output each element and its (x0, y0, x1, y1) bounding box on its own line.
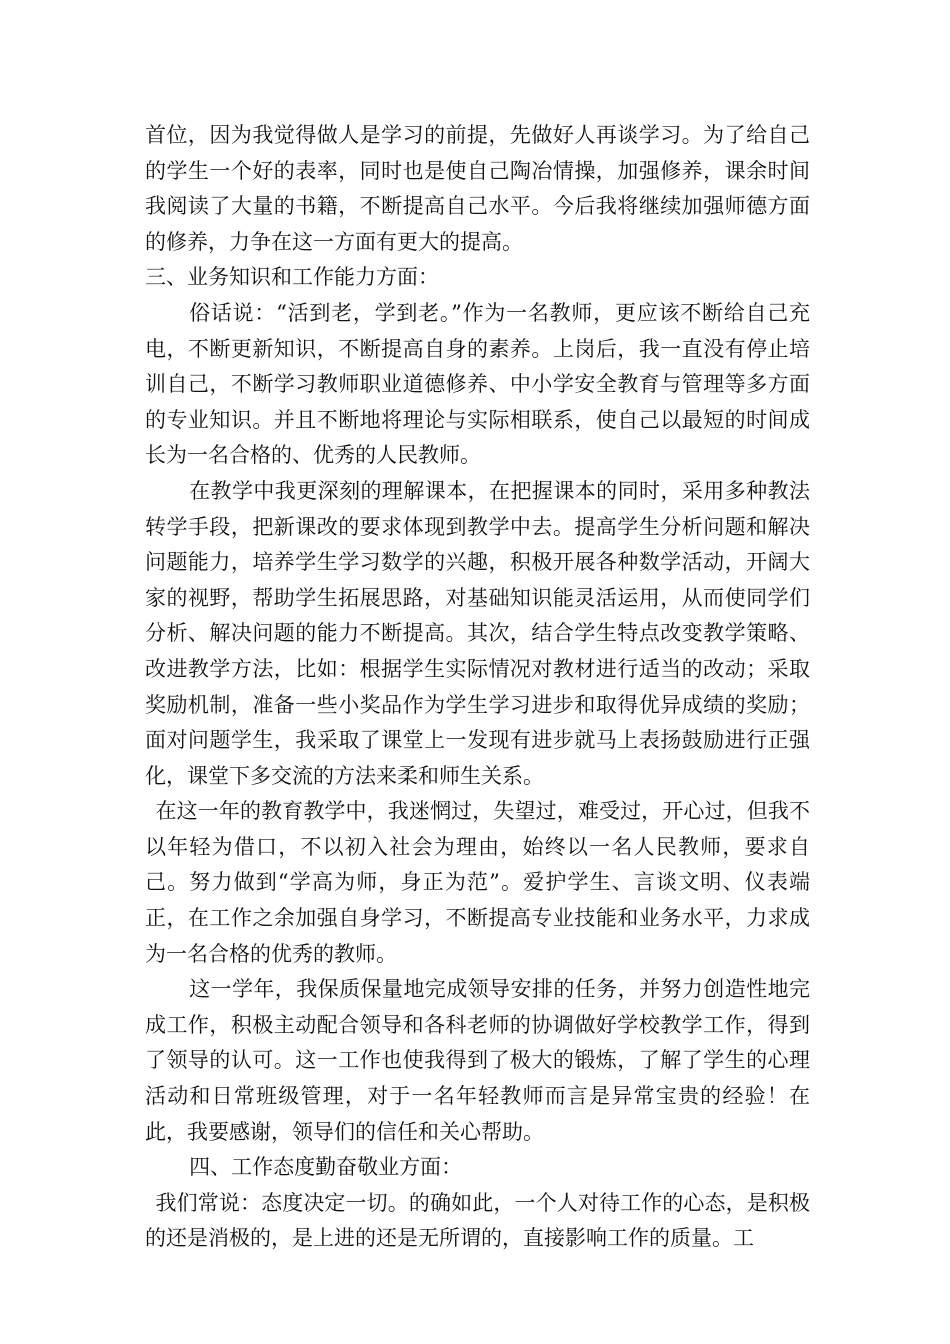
document-body (145, 118, 810, 1257)
paragraph-work-completion: 这一学年，我保质保量地完成领导安排的任务，并努力创造性地完成工作，积极主动配合领导和各科老师的协调做好学校教学工作，得到了领导的认可。这一工作也使我得到了极大的锻炼，了解了学生的心理活动和日常班级管理，对于一名年轻教师而言是异常宝贵的经验！在此，我要感谢，领导们的信任和关心帮助。 (145, 977, 810, 1144)
section-heading-3: 三、业务知识和工作能力方面： (145, 265, 439, 290)
paragraph-year-reflection: 在这一年的教育教学中，我迷惘过，失望过，难受过，开心过，但我不以年轻为借口，不以初入社会为理由，始终以一名人民教师，要求自己。努力做到“学高为师，身正为范”。爱护学生、言谈文明、仪表端正，在工作之余加强自身学习，不断提高专业技能和业务水平，力求成为一名合格的优秀的教师。 (145, 799, 810, 966)
section-heading-4: 四、工作态度勤奋敬业方面： (189, 1155, 463, 1180)
paragraph-teaching-methods: 在教学中我更深刻的理解课本，在把握课本的同时，采用多种教法转学手段，把新课改的要求体现到教学中去。提高学生分析问题和解决问题能力，培养学生学习数学的兴趣，积极开展各种数学活动，开阔大家的视野，帮助学生拓展思路，对基础知识能灵活运用，从而使同学们分析、解决问题的能力不断提高。其次，结合学生特点改变教学策略、改进教学方法，比如：根据学生实际情况对教材进行适当的改动；采取奖励机制，准备一些小奖品作为学生学习进步和取得优异成绩的奖励；面对问题学生，我采取了课堂上一发现有进步就马上表扬鼓励进行正强化，课堂下多交流的方法来柔和师生关系。 (145, 478, 810, 788)
paragraph-work-attitude: 我们常说：态度决定一切。的确如此，一个人对待工作的心态，是积极的还是消极的，是上进的还是无所谓的，直接影响工作的质量。工 (145, 1190, 810, 1251)
paragraph-professional-knowledge: 俗话说：“活到老，学到老。”作为一名教师，更应该不断给自己充电，不断更新知识，不断提高自身的素养。上岗后，我一直没有停止培训自己，不断学习教师职业道德修养、中小学安全教育与管理等多方面的专业知识。并且不断地将理论与实际相联系，使自己以最短的时间成长为一名合格的、优秀的人民教师。 (145, 300, 810, 468)
paragraph-continuation: 首位，因为我觉得做人是学习的前提，先做好人再谈学习。为了给自己的学生一个好的表率，同时也是使自己陶冶情操，加强修养，课余时间我阅读了大量的书籍，不断提高自己水平。今后我将继续加强师德方面的修养，力争在这一方面有更大的提高。 (145, 123, 810, 254)
